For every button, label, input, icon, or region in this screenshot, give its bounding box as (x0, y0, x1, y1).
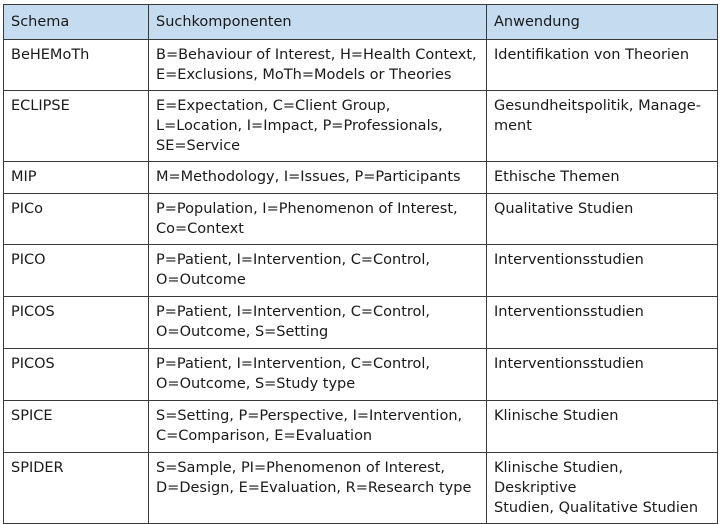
application-line: Qualitative Studien (494, 201, 634, 217)
cell-application (487, 245, 718, 297)
table-row (4, 297, 718, 349)
components-line: M=Methodology, I=Issues, P=Participants (156, 169, 461, 185)
cell-schema: PICo (4, 194, 149, 245)
application-line: Studien, Qualitative Studien (494, 500, 699, 516)
components-line: C=Comparison, E=Evaluation (156, 428, 373, 444)
application-line: Klinische Studien, Deskriptive (494, 460, 624, 496)
components-line: O=Outcome, S=Study type (156, 376, 356, 392)
cell-schema: BeHEMoTh (4, 40, 149, 91)
header-search-components: Suchkomponenten (149, 5, 487, 40)
table-row (4, 162, 718, 194)
cell-components (149, 349, 487, 401)
components-line: Co=Context (156, 221, 244, 237)
cell-application (487, 40, 718, 91)
table-row (4, 194, 718, 245)
cell-application (487, 91, 718, 162)
table-row (4, 453, 718, 524)
table-row (4, 349, 718, 401)
components-line: P=Patient, I=Intervention, C=Control, (156, 252, 431, 268)
cell-schema: SPIDER (4, 453, 149, 524)
components-line: E=Exclusions, MoTh=Models or Theories (156, 67, 452, 83)
search-schema-table (3, 4, 718, 524)
components-line: P=Population, I=Phenomenon of Interest, (156, 201, 458, 217)
application-line: ment (494, 118, 532, 134)
cell-application (487, 162, 718, 194)
application-line: Identifikation von Theorien (494, 47, 690, 63)
cell-application (487, 194, 718, 245)
components-line: P=Patient, I=Intervention, C=Control, (156, 356, 431, 372)
cell-components (149, 40, 487, 91)
application-line: Ethische Themen (494, 169, 620, 185)
cell-schema: PICOS (4, 349, 149, 401)
components-line: B=Behaviour of Interest, H=Health Context, (156, 47, 477, 63)
cell-application (487, 297, 718, 349)
cell-components (149, 453, 487, 524)
cell-schema: ECLIPSE (4, 91, 149, 162)
components-line: D=Design, E=Evaluation, R=Research type (156, 480, 472, 496)
application-line: Klinische Studien (494, 408, 619, 424)
cell-schema: SPICE (4, 401, 149, 453)
header-application: Anwendung (487, 5, 718, 40)
table-row (4, 91, 718, 162)
header-schema: Schema (4, 5, 149, 40)
cell-components (149, 297, 487, 349)
cell-schema: MIP (4, 162, 149, 194)
cell-components (149, 401, 487, 453)
components-line: O=Outcome (156, 272, 246, 288)
header-row (4, 5, 718, 40)
table-header (4, 5, 718, 40)
application-line: Gesundheitspolitik, Manage- (494, 98, 701, 114)
application-line: Interventionsstudien (494, 252, 644, 268)
cell-application (487, 401, 718, 453)
table-body (4, 40, 718, 524)
table-row (4, 245, 718, 297)
cell-components (149, 91, 487, 162)
application-line: Interventionsstudien (494, 304, 644, 320)
components-line: P=Patient, I=Intervention, C=Control, (156, 304, 431, 320)
table-row (4, 40, 718, 91)
cell-schema: PICOS (4, 297, 149, 349)
cell-components (149, 162, 487, 194)
cell-application (487, 453, 718, 524)
cell-application (487, 349, 718, 401)
components-line: SE=Service (156, 138, 241, 154)
cell-schema: PICO (4, 245, 149, 297)
cell-components (149, 194, 487, 245)
application-line: Interventionsstudien (494, 356, 644, 372)
table-row (4, 401, 718, 453)
components-line: L=Location, I=Impact, P=Professionals, (156, 118, 443, 134)
components-line: S=Setting, P=Perspective, I=Intervention, (156, 408, 463, 424)
components-line: O=Outcome, S=Setting (156, 324, 329, 340)
cell-components (149, 245, 487, 297)
components-line: S=Sample, PI=Phenomenon of Interest, (156, 460, 446, 476)
components-line: E=Expectation, C=Client Group, (156, 98, 391, 114)
